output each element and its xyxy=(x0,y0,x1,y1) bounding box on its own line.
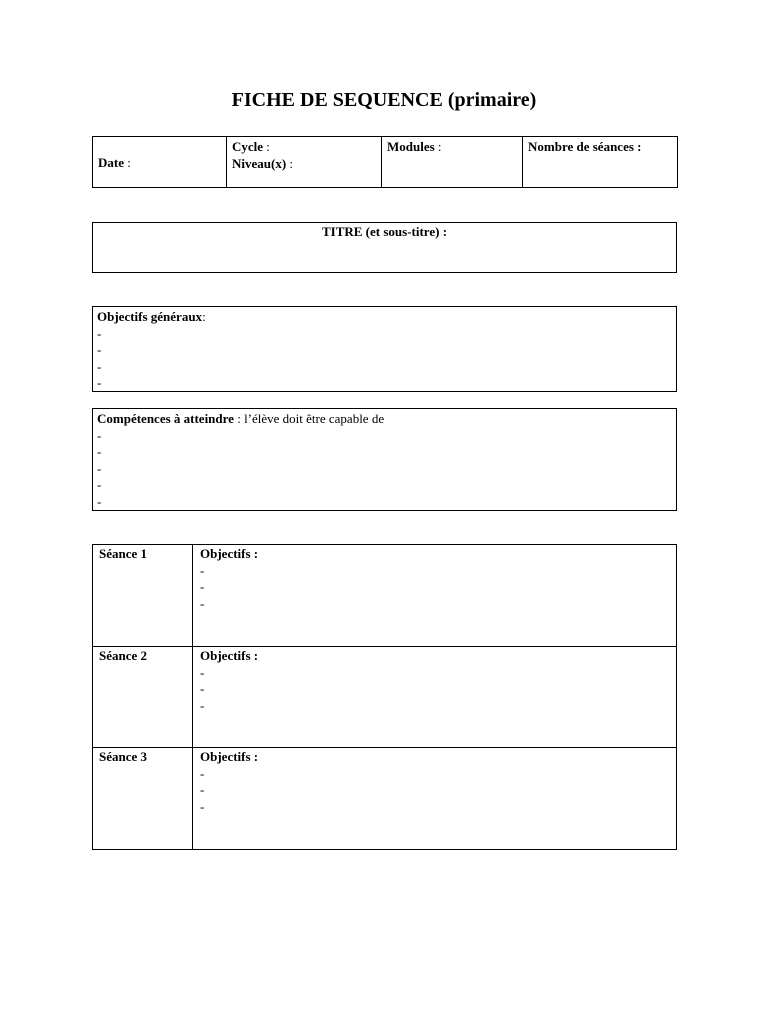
list-item: - xyxy=(97,375,102,390)
competences-label: Compétences à atteindre xyxy=(97,411,234,426)
seance-objectifs-cell[interactable] xyxy=(193,748,676,849)
cycle-niveau-cell[interactable] xyxy=(226,137,381,187)
seance-label: Séance 3 xyxy=(93,748,193,849)
niveau-label: Niveau(x) xyxy=(232,155,287,171)
modules-line xyxy=(387,139,517,156)
list-item: - xyxy=(200,765,205,781)
list-item: - xyxy=(97,460,102,476)
date-sep: : xyxy=(124,155,131,170)
modules-label: Modules xyxy=(387,139,435,154)
seance-row-2 xyxy=(93,646,676,748)
cycle-label: Cycle xyxy=(232,139,264,154)
competences-box[interactable] xyxy=(92,408,677,511)
titre-box[interactable] xyxy=(92,222,677,273)
nombre-seances-label: Nombre de séances : xyxy=(528,139,642,154)
objectifs-label: Objectifs : xyxy=(200,749,259,764)
objectifs-generaux-sep: : xyxy=(202,309,206,324)
date-cell[interactable] xyxy=(93,137,226,187)
objectifs-generaux-heading xyxy=(97,309,206,324)
objectifs-label: Objectifs : xyxy=(200,648,259,663)
list-item: - xyxy=(97,493,102,509)
list-item: - xyxy=(200,595,205,611)
list-item: - xyxy=(200,798,205,814)
list-item: - xyxy=(200,681,205,696)
competences-heading xyxy=(97,411,384,426)
cycle-sep: : xyxy=(263,139,270,154)
seance-objectifs-cell[interactable] xyxy=(193,545,676,646)
list-item: - xyxy=(200,579,205,594)
seance-row-3 xyxy=(93,747,676,849)
seance-objectifs-cell[interactable] xyxy=(193,647,676,748)
list-item: - xyxy=(97,342,102,357)
list-item: - xyxy=(97,325,102,341)
nombre-seances-cell[interactable] xyxy=(522,137,677,187)
page-title: FICHE DE SEQUENCE (primaire) xyxy=(231,89,537,111)
list-item: - xyxy=(97,358,102,374)
list-item: - xyxy=(200,664,205,680)
list-item: - xyxy=(200,697,205,713)
modules-sep: : xyxy=(434,139,442,154)
seance-label: Séance 2 xyxy=(93,647,193,748)
objectifs-label: Objectifs : xyxy=(200,546,259,561)
seance-row-1 xyxy=(93,545,676,646)
cycle-line xyxy=(232,139,376,156)
objectifs-generaux-label: Objectifs généraux xyxy=(97,309,203,324)
competences-sep: : l’élève doit être capable de xyxy=(233,411,385,426)
seances-table xyxy=(92,544,677,850)
modules-cell[interactable] xyxy=(381,137,522,187)
seance-label: Séance 1 xyxy=(93,545,193,646)
niveau-sep: : xyxy=(286,155,294,171)
objectifs-generaux-box[interactable] xyxy=(92,306,677,392)
date-label: Date xyxy=(98,155,124,170)
list-item: - xyxy=(200,782,205,797)
date-line xyxy=(98,155,131,172)
list-item: - xyxy=(97,427,102,443)
niveau-line xyxy=(232,156,376,173)
list-item: - xyxy=(97,477,102,492)
list-item: - xyxy=(97,444,102,459)
list-item: - xyxy=(200,562,205,578)
titre-label: TITRE (et sous-titre) : xyxy=(321,224,448,239)
header-table xyxy=(92,136,678,188)
